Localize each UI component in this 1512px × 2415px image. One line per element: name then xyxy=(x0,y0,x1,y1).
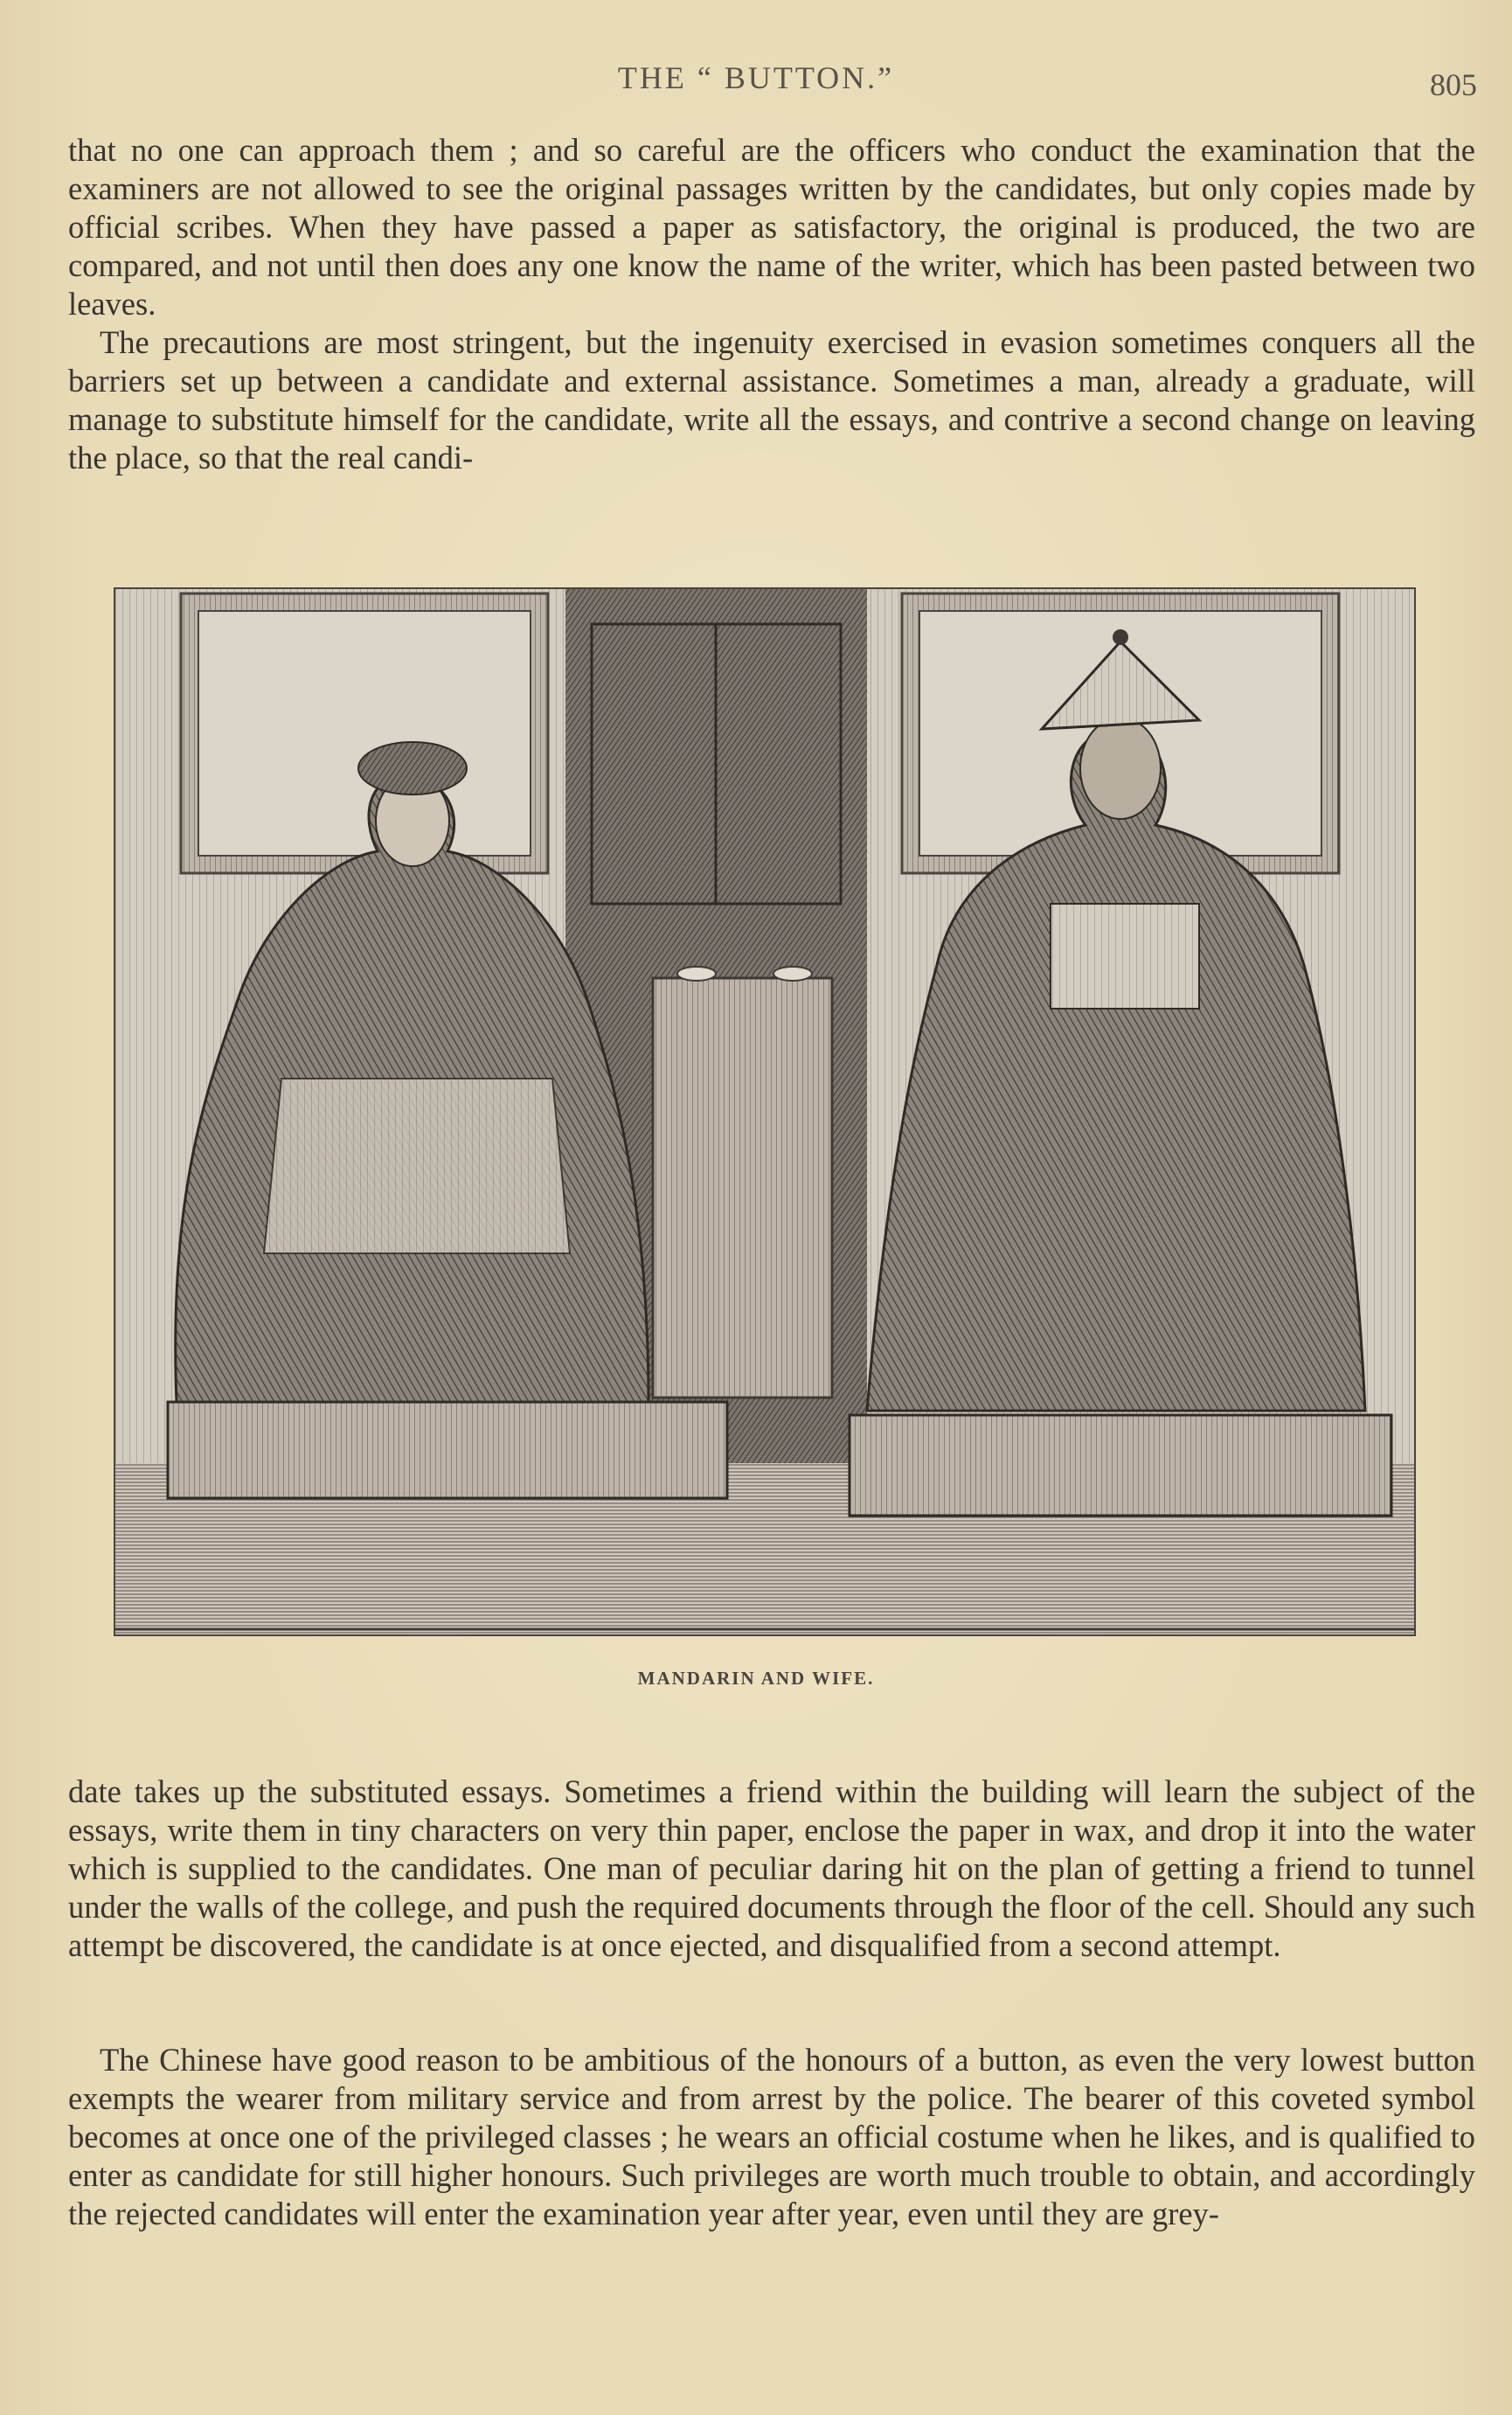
rank-badge xyxy=(1051,904,1199,1009)
running-head-title: THE “ BUTTON.” xyxy=(617,60,895,95)
paragraph-4: The Chinese have good reason to be ambitious of the honours of a button, as even the very lowest button exempts the wearer from military service and from arrest by the police. The bearer of this coveted symbol becomes at once one of the privileged classes ; he wears an official costume when he likes, and is qualified to enter as candidate for still higher honours. Such privileges are worth much trouble to obtain, and accordingly the rejected candidates will enter the examination year after year, even until they are grey- xyxy=(68,2042,1475,2231)
teacup-left xyxy=(677,967,716,981)
paragraph-3: date takes up the substituted essays. Sometimes a friend within the building will learn the subject of the essays, write them in tiny characters on very thin paper, enclose the paper in wax, and drop it into the water which is supplied to the candidates. One man of peculiar daring hit on the plan of getting a friend to tunnel under the walls of the college, and push the required documents through the floor of the cell. Should any such attempt be discovered, the candidate is at once ejected, and disqualified from a second attempt. xyxy=(68,1773,1475,1963)
figure-caption: MANDARIN AND WIFE. xyxy=(637,1668,875,1689)
paragraph-2: The precautions are most stringent, but the ingenuity exercised in evasion sometimes conquers all the barriers set up between a candidate and external assistance. Sometimes a man, already a graduate, will manage to substitute himself for the candidate, write all the essays, and contrive a second change on leaving the place, so that the real candi- xyxy=(68,324,1475,475)
engraving-svg xyxy=(115,589,1416,1636)
engraving-illustration xyxy=(114,587,1416,1636)
side-table xyxy=(653,978,832,1398)
wife-footstool xyxy=(168,1402,727,1498)
page-number: 805 xyxy=(1430,67,1477,102)
teacup-right xyxy=(773,967,812,981)
paragraph-1: that no one can approach them ; and so careful are the officers who conduct the examination that the examiners are not allowed to see the original passages written by the candidates, but only copies made by official scribes. When they have passed a paper as satisfactory, the original is produced, the two are compared, and not until then does any one know the name of the writer, which has been pasted between two leaves. xyxy=(68,132,1475,322)
mandarin-footstool xyxy=(850,1415,1391,1516)
